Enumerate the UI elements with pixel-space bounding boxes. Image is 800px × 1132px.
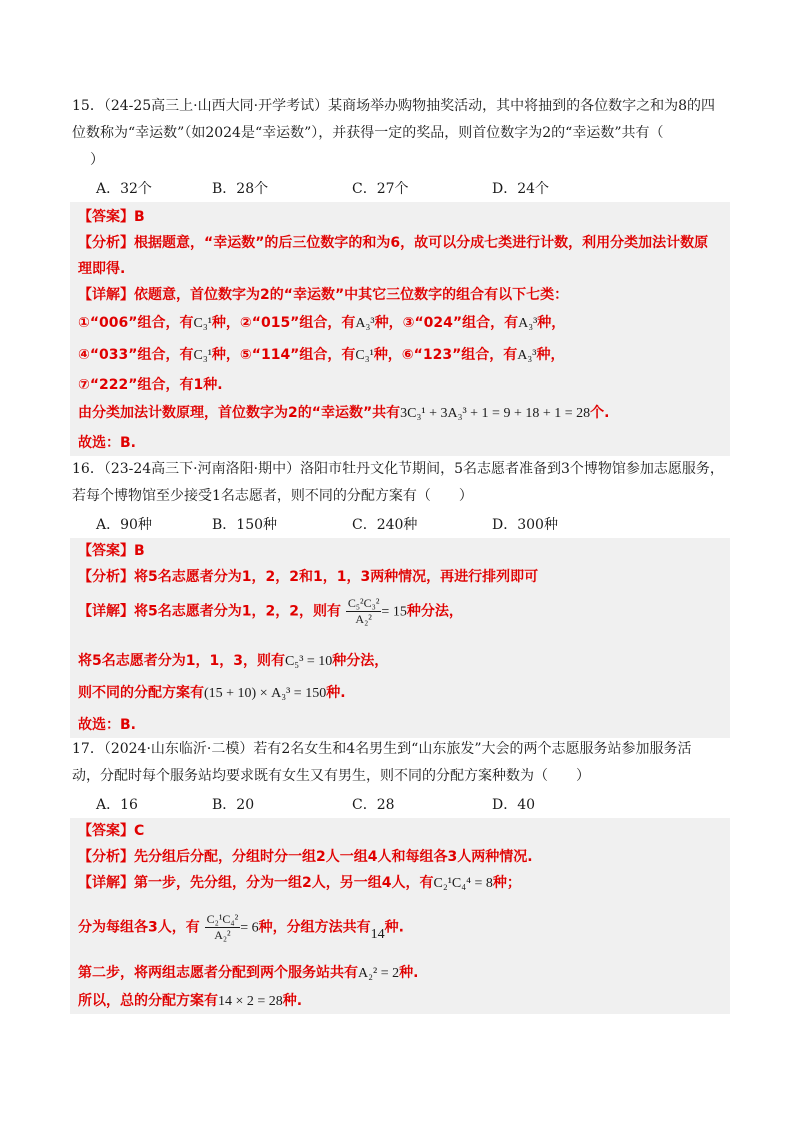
q15-detail-line-2	[78, 312, 565, 332]
q15-choose: 故选：B.	[78, 435, 136, 451]
question-15-stem	[72, 93, 732, 174]
fraction-denominator: A₂²	[355, 612, 372, 626]
q15-option-a: A．32个	[96, 181, 152, 197]
q15-detail-line-4: ⑦“222”组合，有1种.	[78, 377, 223, 393]
q15-detail-2a: ①“006”组合，有	[78, 315, 194, 331]
question-16-stem	[72, 456, 732, 510]
q15-detail-line-3	[78, 344, 565, 364]
q15-detail-2d: 种，	[537, 315, 566, 331]
q15-detail-5b: 个.	[590, 405, 610, 421]
q17-eq-6: = 6	[240, 920, 259, 936]
q16-detail-2a: 将5名志愿者分为1，1，3，则有	[78, 653, 285, 669]
q15-detail-3c: 种，⑥“123”组合，有	[373, 347, 518, 363]
q17-fraction	[205, 912, 241, 943]
q17-detail-2a: 分为每组各3人，有	[78, 919, 200, 936]
q17-detail-4b: 种.	[282, 993, 303, 1009]
q16-detail-line-1	[78, 596, 463, 627]
q15-stem-line-3: ）	[90, 152, 104, 168]
q16-stem-line-2: 若每个博物馆至少接受1名志愿者，则不同的分配方案有（ ）	[72, 488, 473, 504]
q17-stem-line-2: 动，分配时每个服务站均要求既有女生又有男生，则不同的分配方案种数为（ ）	[72, 768, 590, 784]
math-c31: C₃¹	[193, 316, 212, 331]
q15-stem-line-1: 15．（24-25高三上·山西大同·开学考试）某商场举办购物抽奖活动，其中将抽到的各位数字之和为8的四	[72, 98, 715, 114]
q17-value-14: 14	[370, 926, 385, 942]
fraction-numerator: C₅²C₃²	[347, 596, 380, 610]
q16-detail-2b: 种分法，	[332, 653, 389, 669]
q17-detail-1a: 【详解】第一步，先分组，分为一组2人，另一组4人，有	[78, 875, 434, 891]
q17-detail-line-2	[78, 912, 404, 943]
q17-detail-line-4	[78, 990, 302, 1010]
q16-option-a: A．90种	[96, 517, 152, 533]
math-a33: A₃³	[355, 316, 375, 331]
q17-solution-box	[70, 818, 730, 1014]
q15-detail-line-1: 【详解】依题意，首位数字为2的“幸运数”中其它三位数字的组合有以下七类：	[78, 287, 569, 303]
q17-option-c: C．28	[352, 797, 395, 813]
q17-detail-2c: 种.	[384, 919, 404, 936]
q16-eq-15: = 15	[381, 604, 407, 620]
q17-stem-line-1: 17．（2024·山东临沂·二模）若有2名女生和4名男生到“山东旅发”大会的两个志愿服务站参加服务活	[72, 741, 692, 757]
q16-option-b: B．150种	[212, 517, 278, 533]
q16-analysis: 【分析】将5名志愿者分为1，2，2和1，1，3两种情况，再进行排列即可	[78, 569, 539, 585]
fraction-denominator: A₂²	[214, 928, 231, 942]
fraction-numerator: C₂¹C₄²	[206, 912, 239, 926]
q15-option-b: B．28个	[212, 181, 269, 197]
q16-detail-1a: 【详解】将5名志愿者分为1，2，2，则有	[78, 603, 341, 620]
q16-stem-line-1: 16．（23-24高三下·河南洛阳·期中）洛阳市牡丹文化节期间，5名志愿者准备到3个博物馆参加志愿服务，	[72, 461, 724, 477]
math-c31: C₃¹	[193, 348, 212, 363]
q15-detail-3b: 种，⑤“114”组合，有	[211, 347, 356, 363]
q16-detail-line-3	[78, 682, 346, 702]
math-a33: A₃³	[517, 348, 537, 363]
q16-fraction	[346, 596, 382, 627]
q15-answer: 【答案】B	[78, 209, 145, 225]
q15-solution-box	[70, 202, 730, 456]
q15-detail-2c: 种，③“024”组合，有	[374, 315, 519, 331]
q15-detail-5a: 由分类加法计数原理，首位数字为2的“幸运数”共有	[78, 405, 401, 421]
math-a33: A₃³	[518, 316, 538, 331]
q16-detail-3a: 则不同的分配方案有	[78, 685, 204, 701]
q15-detail-2b: 种，②“015”组合，有	[211, 315, 356, 331]
question-17-stem	[72, 736, 732, 790]
q17-detail-3a: 第二步，将两组志愿者分配到两个服务站共有	[78, 965, 358, 981]
q16-answer: 【答案】B	[78, 543, 145, 559]
q17-total-formula: 14 × 2 = 28	[218, 994, 283, 1009]
q17-a22-formula: A₂² = 2	[358, 966, 400, 981]
q17-detail-4a: 所以，总的分配方案有	[78, 993, 218, 1009]
q17-detail-line-3	[78, 962, 418, 982]
q17-detail-2b: 种，分组方法共有	[258, 919, 371, 936]
q15-sum-formula: 3C₃¹ + 3A₃³ + 1 = 9 + 18 + 1 = 28	[400, 406, 591, 421]
q15-detail-3a: ④“033”组合，有	[78, 347, 194, 363]
q17-detail-1b: 种；	[492, 875, 521, 891]
q17-answer: 【答案】C	[78, 823, 145, 839]
q17-detail-line-1	[78, 872, 521, 892]
q17-option-d: D．40	[492, 797, 536, 813]
q17-option-b: B．20	[212, 797, 255, 813]
q15-option-c: C．27个	[352, 181, 409, 197]
q15-detail-line-5	[78, 402, 609, 422]
q17-option-a: A．16	[96, 797, 138, 813]
q17-analysis: 【分析】先分组后分配，分组时分一组2人一组4人和每组各3人两种情况.	[78, 849, 533, 865]
q16-option-c: C．240种	[352, 517, 418, 533]
q16-choose: 故选：B.	[78, 717, 136, 733]
q15-stem-line-2: 位数称为“幸运数”（如2024是“幸运数”），并获得一定的奖品，则首位数字为2的“幸运数”共有（	[72, 125, 664, 141]
q15-analysis-line-1: 【分析】根据题意，“幸运数”的后三位数字的和为6，故可以分成七类进行计数，利用分类加法计数原	[78, 235, 709, 251]
q17-detail-3b: 种.	[399, 965, 419, 981]
q16-option-d: D．300种	[492, 517, 558, 533]
q16-solution-box	[70, 538, 730, 738]
q16-detail-1b: 种分法，	[406, 603, 463, 620]
q16-detail-3b: 种.	[326, 685, 346, 701]
q15-detail-3d: 种，	[536, 347, 565, 363]
q16-detail-line-2	[78, 650, 388, 670]
q16-c53-formula: C₅³ = 10	[284, 654, 333, 669]
q16-total-formula: (15 + 10) × A₃³ = 150	[204, 686, 327, 701]
q17-c21c44-formula: C₂¹C₄⁴ = 8	[433, 876, 493, 891]
q15-option-d: D．24个	[492, 181, 550, 197]
q15-analysis-line-2: 理即得.	[78, 261, 126, 277]
math-c31: C₃¹	[355, 348, 374, 363]
